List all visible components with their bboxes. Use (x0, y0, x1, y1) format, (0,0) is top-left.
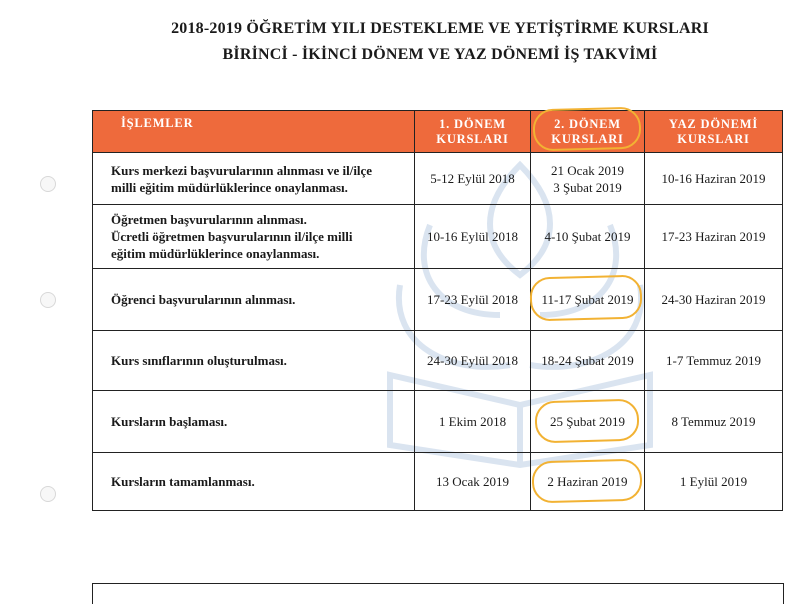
row-operation: Kursların tamamlanması. (93, 453, 415, 511)
term2-date: 25 Şubat 2019 (531, 391, 645, 453)
term1-date: 5-12 Eylül 2018 (415, 153, 531, 205)
table-row (93, 269, 783, 331)
row-operation: Kursların başlaması. (93, 391, 415, 453)
term2-date: 4-10 Şubat 2019 (531, 205, 645, 269)
row-operation: Öğretmen başvurularının alınması. Ücretli öğretmen başvurularının il/ilçe milli eğitim müdürlüklerince onaylanması. (93, 205, 415, 269)
term2-date: 18-24 Şubat 2019 (531, 331, 645, 391)
table-header-row (93, 111, 783, 153)
header-term1: 1. DÖNEM KURSLARI (415, 111, 531, 153)
term1-date: 13 Ocak 2019 (415, 453, 531, 511)
row-operation: Kurs merkezi başvurularının alınması ve il/ilçe milli eğitim müdürlüklerince onaylanması. (93, 153, 415, 205)
table-row (93, 331, 783, 391)
term1-date: 24-30 Eylül 2018 (415, 331, 531, 391)
term2-date: 11-17 Şubat 2019 (531, 269, 645, 331)
table-row (93, 391, 783, 453)
document-title-line-1: 2018-2019 ÖĞRETİM YILI DESTEKLEME VE YETİŞTİRME KURSLARI (171, 20, 709, 37)
punch-hole-icon (40, 176, 56, 192)
table-row (93, 153, 783, 205)
summer-date: 24-30 Haziran 2019 (645, 269, 783, 331)
summer-date: 17-23 Haziran 2019 (645, 205, 783, 269)
row-operation: Kurs sınıflarının oluşturulması. (93, 331, 415, 391)
punch-hole-icon (40, 292, 56, 308)
term1-date: 10-16 Eylül 2018 (415, 205, 531, 269)
term2-date: 2 Haziran 2019 (531, 453, 645, 511)
schedule-table (92, 110, 783, 511)
table-row (93, 205, 783, 269)
row-operation: Öğrenci başvurularının alınması. (93, 269, 415, 331)
header-summer: YAZ DÖNEMİ KURSLARI (645, 111, 783, 153)
term2-date: 21 Ocak 2019 3 Şubat 2019 (531, 153, 645, 205)
summer-date: 1-7 Temmuz 2019 (645, 331, 783, 391)
table-row (93, 453, 783, 511)
summer-date: 1 Eylül 2019 (645, 453, 783, 511)
term1-date: 17-23 Eylül 2018 (415, 269, 531, 331)
header-operations: İŞLEMLER (93, 111, 415, 153)
term1-date: 1 Ekim 2018 (415, 391, 531, 453)
summer-date: 10-16 Haziran 2019 (645, 153, 783, 205)
header-term2: 2. DÖNEM KURSLARI (531, 111, 645, 153)
summer-date: 8 Temmuz 2019 (645, 391, 783, 453)
punch-hole-icon (40, 486, 56, 502)
document-title-line-2: BİRİNCİ - İKİNCİ DÖNEM VE YAZ DÖNEMİ İŞ TAKVİMİ (222, 46, 658, 63)
